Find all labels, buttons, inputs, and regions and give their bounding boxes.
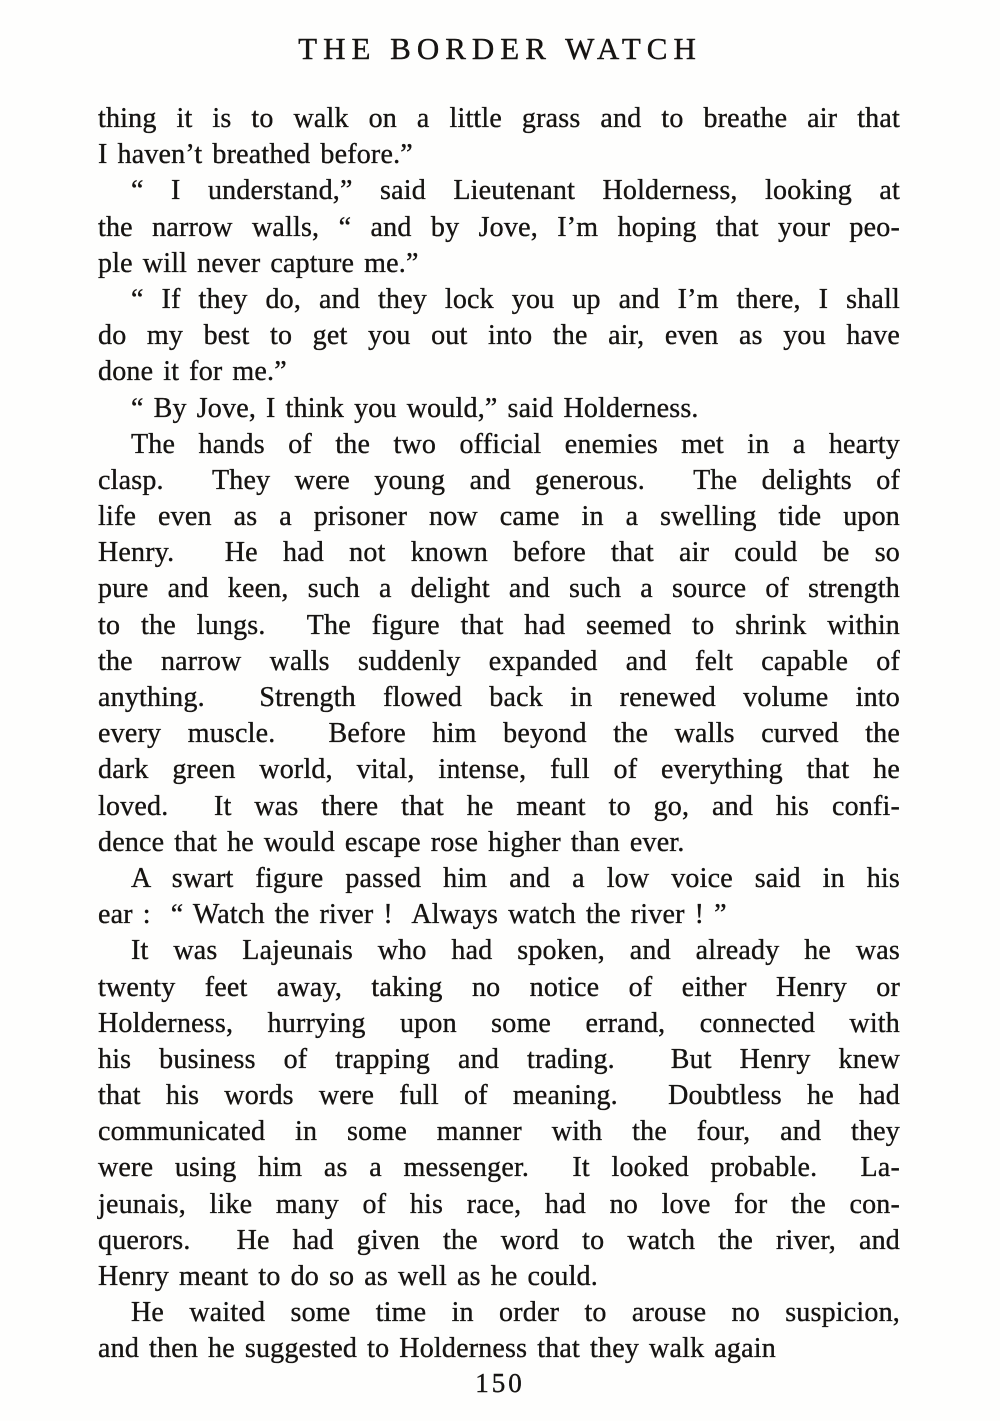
text-line: Holderness, hurrying upon some errand, connected with <box>98 1007 900 1039</box>
text-line: It was Lajeunais who had spoken, and already he was <box>131 935 900 967</box>
text-line: the narrow walls, “ and by Jove, I’m hoping that your peo- <box>98 211 900 243</box>
text-line: dark green world, vital, intense, full of everything that he <box>98 754 900 786</box>
text-line: clasp. They were young and generous. The delights of <box>98 464 900 496</box>
text-line: anything. Strength flowed back in renewed volume into <box>98 682 900 713</box>
paragraph <box>98 427 900 861</box>
text-line: dence that he would escape rose higher than ever. <box>98 826 685 858</box>
text-line: the narrow walls suddenly expanded and felt capable of <box>98 645 900 677</box>
text-line: pure and keen, such a delight and such a source of strength <box>98 573 900 605</box>
text-line: I haven’t breathed before.” <box>98 139 413 171</box>
text-line: twenty feet away, taking no notice of either Henry or <box>98 971 900 1003</box>
paragraph <box>98 933 900 1295</box>
text-line: to the lungs. The figure that had seemed to shrink within <box>98 609 900 641</box>
paragraph <box>98 1295 900 1367</box>
text-line: jeunais, like many of his race, had no love for the con- <box>98 1188 900 1220</box>
text-line: “ By Jove, I think you would,” said Holderness. <box>131 392 699 424</box>
text-line: and then he suggested to Holderness that they walk again <box>98 1333 776 1365</box>
text-line: Henry. He had not known before that air could be so <box>98 537 900 569</box>
text-line: do my best to get you out into the air, even as you have <box>98 320 900 352</box>
text-line: ear : “ Watch the river ! Always watch the river ! ” <box>98 899 727 931</box>
page-number: 150 <box>475 1368 525 1398</box>
text-line: communicated in some manner with the four, and they <box>98 1116 900 1148</box>
text-line: that his words were full of meaning. Doubtless he had <box>98 1080 900 1112</box>
text-line: The hands of the two official enemies met in a hearty <box>131 428 900 460</box>
paragraph <box>98 173 900 282</box>
text-line: “ If they do, and they lock you up and I’m there, I shall <box>131 283 900 315</box>
text-line: “ I understand,” said Lieutenant Holderness, looking at <box>131 175 900 207</box>
text-line: life even as a prisoner now came in a swelling tide upon <box>98 501 900 533</box>
text-line: his business of trapping and trading. But Henry knew <box>98 1043 900 1075</box>
text-line: every muscle. Before him beyond the walls curved the <box>98 718 900 750</box>
text-line: querors. He had given the word to watch the river, and <box>98 1224 900 1256</box>
paragraph <box>98 861 900 933</box>
text-line: Henry meant to do so as well as he could. <box>98 1261 598 1292</box>
page-body-text <box>98 101 900 1368</box>
paragraph <box>98 101 900 173</box>
paragraph <box>98 282 900 391</box>
text-line: He waited some time in order to arouse no suspicion, <box>131 1297 900 1329</box>
text-line: done it for me.” <box>98 356 287 388</box>
text-line: loved. It was there that he meant to go, and his confi- <box>98 790 900 822</box>
text-line: were using him as a messenger. It looked probable. La- <box>98 1152 900 1184</box>
text-line: A swart figure passed him and a low voice said in his <box>131 862 900 894</box>
paragraph <box>98 391 900 427</box>
text-line: ple will never capture me.” <box>98 247 419 279</box>
text-line: thing it is to walk on a little grass and to breathe air that <box>98 103 900 134</box>
running-head-title: THE BORDER WATCH <box>298 31 702 66</box>
